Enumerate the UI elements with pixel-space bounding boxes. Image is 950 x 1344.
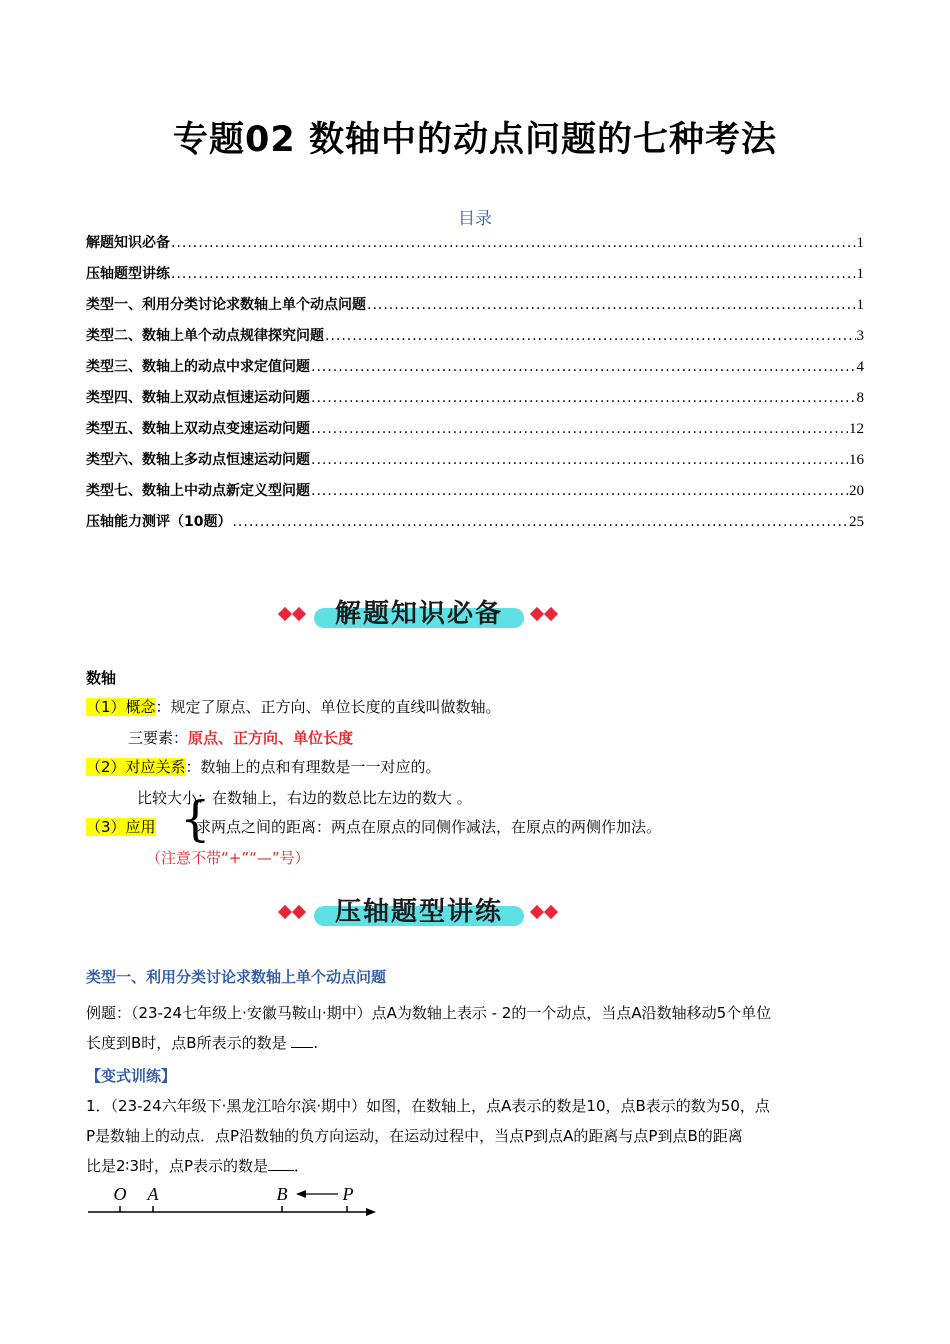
toc-item[interactable]: 类型七、数轴上中动点新定义型问题 ..... 20 — [86, 476, 864, 507]
distance-text: 求两点之间的距离：两点在原点的同侧作减法，在原点的两侧作加法。 — [196, 818, 662, 836]
page-title: 专题02 数轴中的动点问题的七种考法 — [173, 120, 777, 160]
label-b: B — [276, 1184, 288, 1204]
toc-heading: 目录 — [458, 209, 492, 229]
label-p: P — [342, 1184, 354, 1204]
correspondence-line — [86, 756, 441, 778]
toc-item[interactable]: 类型五、数轴上双动点变速运动问题 ..... 12 — [86, 414, 864, 445]
correspondence-label: （2）对应关系 — [86, 758, 186, 776]
toc-item[interactable]: 类型四、数轴上双动点恒速运动问题 ..... 8 — [86, 383, 864, 414]
toc-item[interactable]: 类型三、数轴上的动点中求定值问题 ..... 4 — [86, 352, 864, 383]
label-a: A — [147, 1184, 159, 1204]
diamond-decoration-icon — [530, 904, 560, 920]
three-elements-line — [128, 727, 353, 749]
compare-text: 比较大小：在数轴上，右边的数总比左边的数大 。 — [137, 789, 472, 807]
diamond-decoration-icon — [278, 904, 308, 920]
q1-line-3: 比是2∶3时，点P表示的数是 ． — [86, 1157, 310, 1175]
concept-label: （1）概念 — [86, 698, 156, 716]
type1-heading: 类型一、利用分类讨论求数轴上单个动点问题 — [86, 968, 387, 986]
three-elements-label: 三要素： — [128, 729, 189, 747]
example-line-1: 例题：（23-24七年级上·安徽马鞍山·期中）点A为数轴上表示 - 2的一个动点，当点A沿数轴移动5个单位 — [86, 1004, 772, 1022]
question-1 — [86, 1091, 866, 1181]
toc-item[interactable]: 压轴能力测评（10题） ..... 25 — [86, 507, 864, 538]
axis-arrow-icon — [366, 1208, 376, 1216]
left-arrow-icon — [296, 1190, 306, 1198]
example-paragraph — [86, 998, 866, 1058]
toc-item[interactable]: 类型一、利用分类讨论求数轴上单个动点问题 ..... 1 — [86, 290, 864, 321]
concept-text: ：规定了原点、正方向、单位长度的直线叫做数轴。 — [155, 698, 501, 716]
correspondence-text: ：数轴上的点和有理数是一一对应的。 — [185, 758, 441, 776]
q1-line-2: P是数轴上的动点．点P沿数轴的负方向运动，在运动过程中，当点P到点A的距离与点P到点B的距离 — [86, 1127, 743, 1145]
note-text: （注意不带“+”“—”号） — [146, 849, 310, 867]
knowledge-banner — [276, 592, 566, 642]
banner-title: 压轴题型讲练 — [334, 897, 503, 927]
diamond-decoration-icon — [530, 606, 560, 622]
number-line-figure — [84, 1182, 384, 1226]
toc-item[interactable]: 解题知识必备 ..... 1 — [86, 228, 864, 259]
application-label: （3）应用 — [86, 818, 156, 836]
toc-item[interactable]: 压轴题型讲练 ..... 1 — [86, 259, 864, 290]
banner-title: 解题知识必备 — [334, 599, 503, 629]
knowledge-heading: 数轴 — [86, 669, 117, 687]
answer-blank[interactable] — [291, 1033, 313, 1048]
q1-line-1: 1．（23-24六年级下·黑龙江哈尔滨·期中）如图，在数轴上，点A表示的数是10，点B表示的数为50，点 — [86, 1097, 770, 1115]
brace-icon: { — [180, 791, 211, 847]
example-line-2: 长度到B时，点B所表示的数是 . — [86, 1034, 319, 1052]
answer-blank[interactable] — [268, 1156, 294, 1171]
three-elements-value: 原点、正方向、单位长度 — [188, 729, 354, 747]
variant-label: 【变式训练】 — [86, 1067, 177, 1085]
practice-banner — [276, 890, 566, 940]
application-label-line — [86, 816, 156, 838]
toc-item[interactable]: 类型二、数轴上单个动点规律探究问题 ..... 3 — [86, 321, 864, 352]
table-of-contents — [86, 228, 864, 538]
toc-item[interactable]: 类型六、数轴上多动点恒速运动问题 ..... 16 — [86, 445, 864, 476]
diamond-decoration-icon — [278, 606, 308, 622]
label-o: O — [113, 1184, 127, 1204]
concept-line — [86, 696, 501, 718]
